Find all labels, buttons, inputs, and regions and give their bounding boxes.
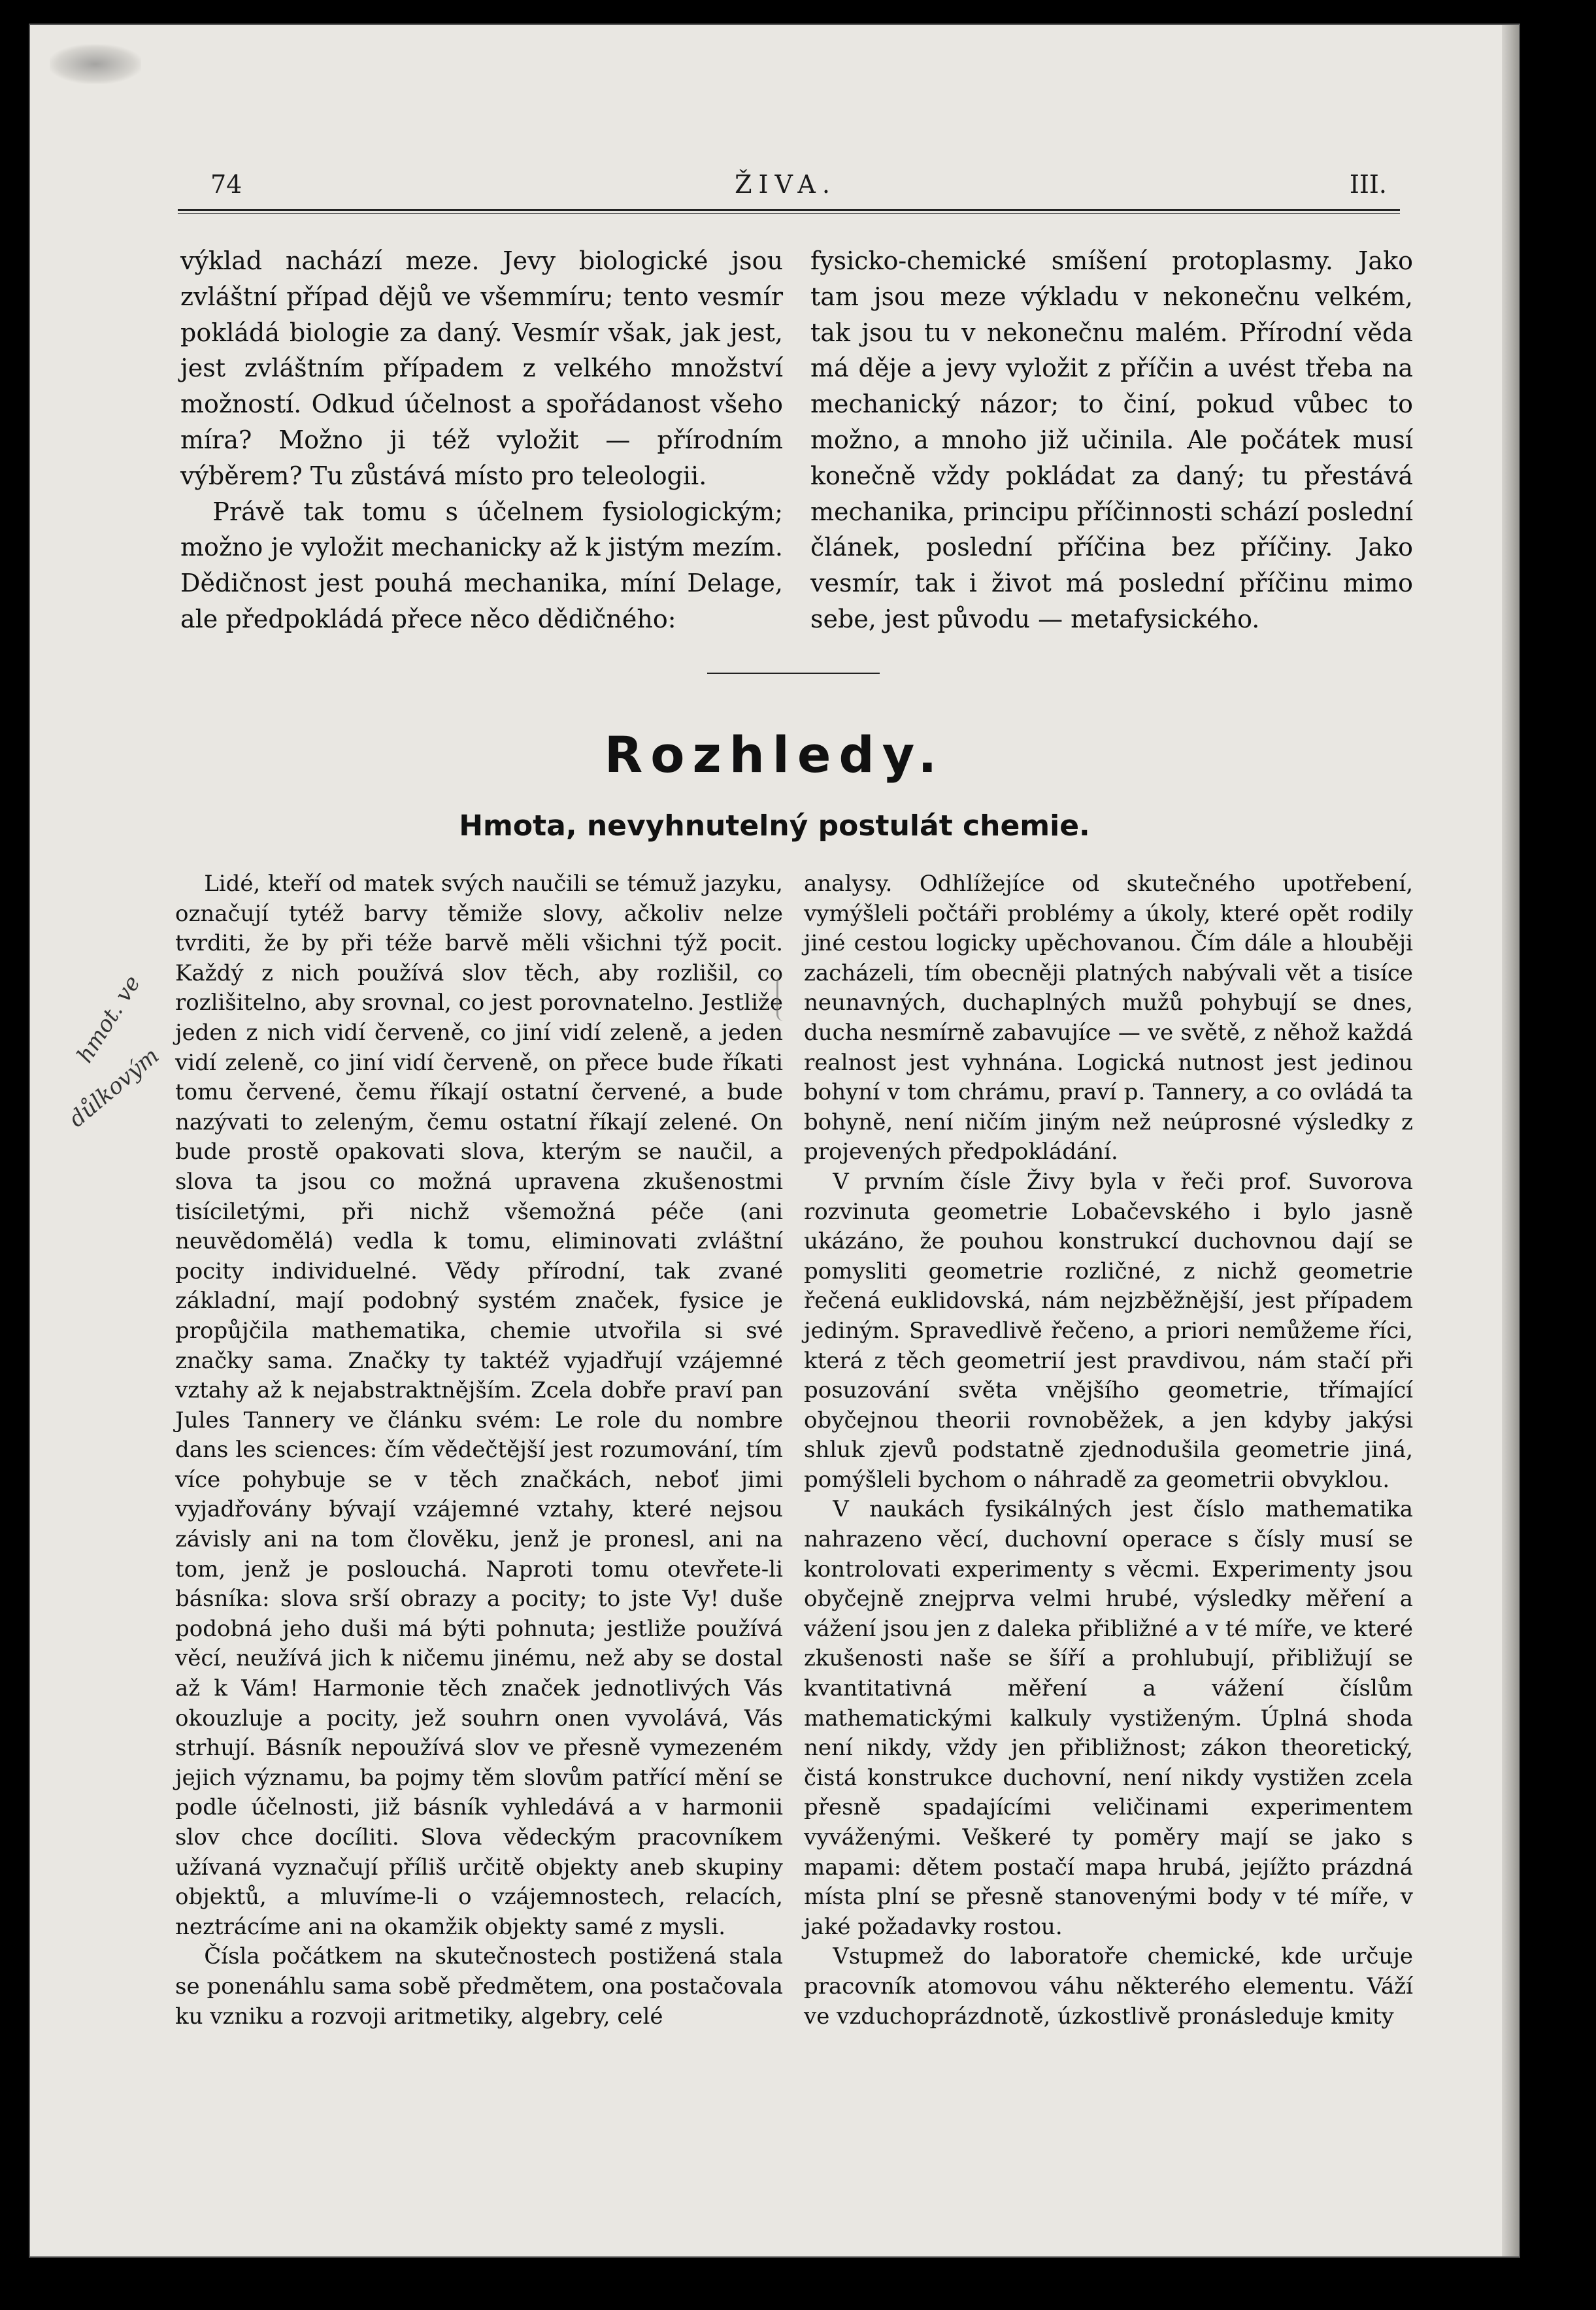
scan-artifact [50,44,141,84]
volume-number: III. [1349,170,1387,199]
margin-note: hmot. ve [72,971,146,1068]
paragraph: fysicko-chemické smíšení protoplasmy. Jako tam jsou meze výkladu v nekonečnu velkém, tak jsou tu v nekonečnu malém. Přírodní věda má děje a jevy vyložit z příčin a uvést třeba na mechanický názor; to činí, pokud vůbec to možno, a mnoho již učinila. Ale počátek musí konečně vždy pokládat za daný; tu přestává mechanika, principu příčinnosti schází poslední článek, poslední příčina bez příčiny. Jako vesmír, tak i život má poslední příčinu mimo sebe, jest původu — metafysického. [810,246,1413,633]
top-left-column [180,243,783,637]
journal-title: ŽIVA. [735,170,837,199]
bottom-left-column [175,869,783,2032]
paragraph: Právě tak tomu s účelnem fysiologickým; možno je vyložit mechanicky až k jistým mezím. Dědičnost jest pouhá mechanika, míní Delage, ale předpokládá přece něco dědičného: [180,497,783,633]
section-title: Rozhledy. [604,726,945,784]
paragraph: Vstupmež do laboratoře chemické, kde určuje pracovník atomovou váhu některého elementu. Váží ve vzduchoprázdnotě, úzkostlivě pronásleduje kmity [804,1943,1413,2030]
paragraph: analysy. Odhlížejíce od skutečného upotřebení, vymýšleli počtáři problémy a úkoly, které opět rodily jiné cestou logicky upěchovanou. Čím dále a hlouběji zacházeli, tím obecněji platných nabývali vět a tisíce neunavných, duchaplných mužů pohybují se dnes, ducha nesmírně zabavujíce — ve světě, z něhož každá realnost jest vyhnána. Logická nutnost jest jedinou bohyní v tom chrámu, praví p. Tannery, a co ovládá ta bohyně, není ničím jiným než neúprosné výsledky z projevených předpokládání. [804,871,1413,1165]
article-title: Hmota, nevyhnutelný postulát chemie. [459,809,1090,843]
bottom-right-column [804,869,1413,2032]
paragraph: výklad nachází meze. Jevy biologické jsou zvláštní případ dějů ve všemmíru; tento vesmír pokládá biologie za daný. Vesmír však, jak jest, jest zvláštním případem z velkého množství možností. Odkud účelnost a spořádanost všeho míra? Možno ji též vyložit — přírodním výběrem? Tu zůstává místo pro teleologii. [180,246,783,490]
paragraph: V naukách fysikálných jest číslo mathematika nahrazeno věcí, duchovní operace s čísly musí se kontrolovati experimenty s věcmi. Experimenty jsou obyčejně znejprva velmi hrubé, výsledky měření a vážení jsou jen z daleka přibližné a v té míře, ve které zkušenosti naše se šíří a prohlubují, přibližují se kvantitativná měření a vážení číslům mathematickými kalkuly vystiženým. Úplná shoda není nikdy, vždy jen přibližnost; zákon theoretický, čistá konstrukce duchovní, není nikdy vystižen zcela přesně spadajícími veličinami experimentem vyváženými. Veškeré ty poměry mají se jako s mapami: dětem postačí mapa hrubá, jejížto prázdná místa plní se přesně stanovenými body v té míře, v jaké požadavky rostou. [804,1496,1413,1940]
running-header [184,170,1387,209]
top-right-column [810,243,1413,637]
page-edge [1502,25,1519,2256]
section-divider [707,673,880,674]
document-page [29,24,1520,2258]
margin-note: důlkovým [64,1043,165,1133]
pencil-mark [776,975,790,1021]
paragraph: Lidé, kteří od matek svých naučili se témuž jazyku, označují tytéž barvy těmiže slovy, ačkoliv nelze tvrditi, že by při téže barvě měli všichni týž pocit. Každý z nich používá slov těch, aby rozlišil, co rozlišitelno, aby srovnal, co jest porovnatelno. Jestliže jeden z nich vidí červeně, co jiní vidí zeleně, a jeden vidí zeleně, co jiní vidí červeně, on přece bude říkati tomu červené, čemu říkají ostatní červené, a bude nazývati to zeleným, čemu ostatní říkají zelené. On bude prostě opakovati slova, kterým se naučil, a slova ta jsou co možná upravena zkušenostmi tisíciletými, při nichž všemožná péče (ani neuvědomělá) vedla k tomu, eliminovati zvláštní pocity individuelné. Vědy přírodní, tak zvané základní, mají podobný systém značek, fysice je propůjčila mathematika, chemie utvořila si své značky sama. Značky ty taktéž vyjadřují vzájemné vztahy až k nejabstraktnějším. Zcela dobře praví pan Jules Tannery ve článku svém: Le role du nombre dans les sciences: čím vědečtější jest rozumování, tím více pohybuje se v těch značkách, neboť jimi vyjadřovány bývají vzájemné vztahy, které nejsou závisly ani na tom člověku, jenž je pronesl, ani na tom, jenž je poslouchá. Naproti tomu otevřete-li básníka: slova srší obrazy a pocity; to jste Vy! duše podobná jeho duši má býti pohnuta; jestliže používá věcí, neužívá jich k ničemu jinému, než aby se dostal až k Vám! Harmonie těch značek jednotlivých Vás okouzluje a pocity, jež souhrn onen vyvolává, Vás strhují. Básník nepoužívá slov ve přesně vymezeném jejich významu, ba pojmy těm slovům patřící mění se podle účelnosti, již básník vyhledává a v harmonii slov chce docíliti. Slova vědeckým pracovníkem užívaná vyznačují příliš určitě objekty aneb skupiny objektů, a mluvíme-li o vzájemnostech, relacích, neztrácíme ani na okamžik objekty samé z mysli. [175,871,783,1940]
paragraph: Čísla počátkem na skutečnostech postižená stala se ponenáhlu sama sobě předmětem, ona postačovala ku vzniku a rozvoji aritmetiky, algebry, celé [175,1943,783,2030]
paragraph: V prvním čísle Živy byla v řeči prof. Suvorova rozvinuta geometrie Lobačevského i bylo jasně ukázáno, že pouhou konstrukcí duchovnou dají se pomysliti geometrie rozličné, z nichž geometrie řečená euklidovská, nám nejzběžnější, jest případem jediným. Spravedlivě řečeno, a priori nemůžeme říci, která z těch geometrií jest pravdivou, nám stačí při posuzování světa vnějšího geometrie, třímající obyčejnou theorii rovnoběžek, a jen kdyby jakýsi shluk zjevů podstatně zjednodušila geometrie jiná, pomýšleli bychom o náhradě za geometrii obvyklou. [804,1168,1413,1493]
page-number: 74 [210,170,242,199]
header-rule [178,209,1400,214]
